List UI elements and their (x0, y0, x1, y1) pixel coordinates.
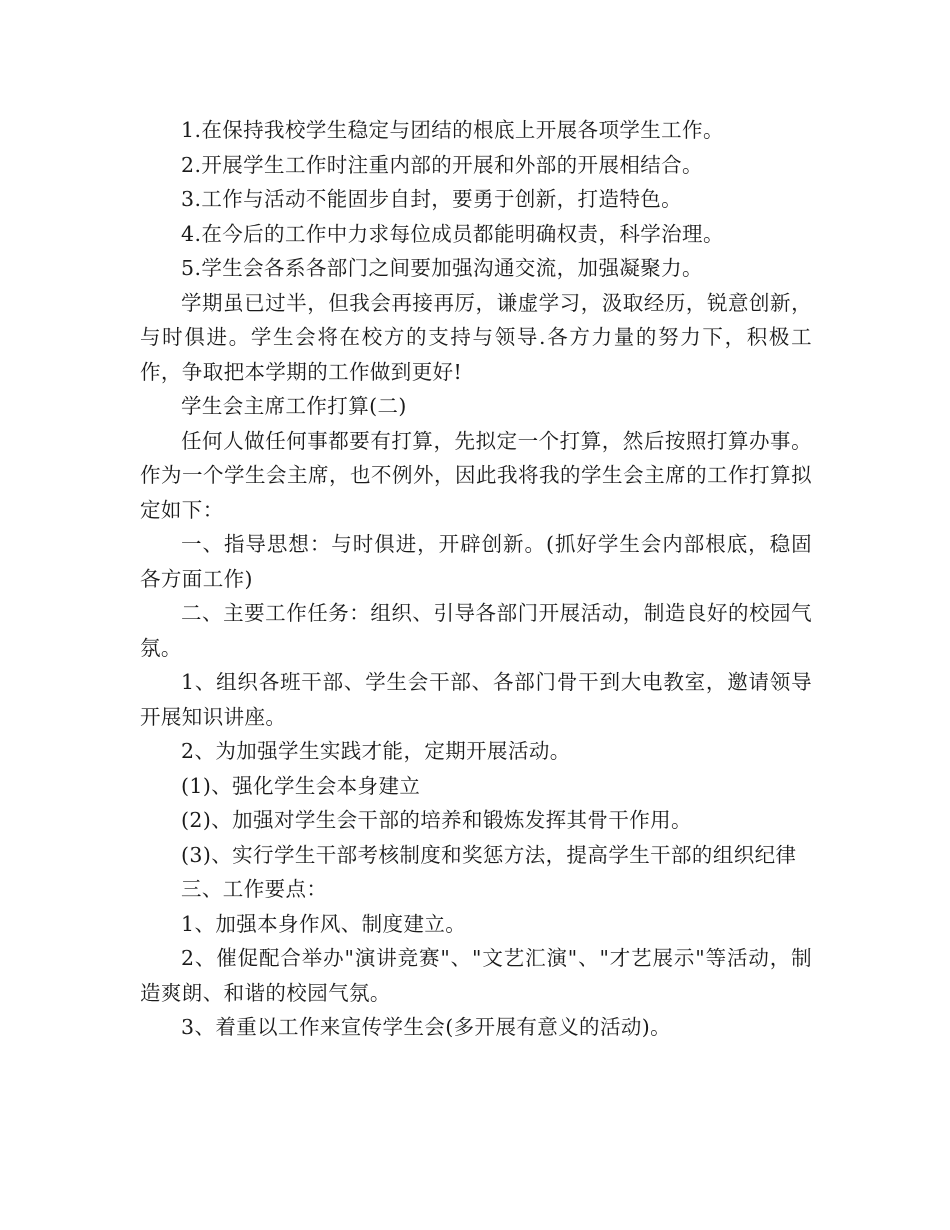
paragraph: (2)、加强对学生会干部的培养和锻炼发挥其骨干作用。 (181, 808, 692, 832)
paragraph: 5.学生会各系各部门之间要加强沟通交流，加强凝聚力。 (181, 256, 703, 280)
paragraph: 1、组织各班干部、学生会干部、各部门骨干到大电教室，邀请领导开展知识讲座。 (140, 670, 812, 729)
paragraph: 2、为加强学生实践才能，定期开展活动。 (181, 739, 571, 763)
paragraph: 4.在今后的工作中力求每位成员都能明确权责，科学治理。 (181, 221, 724, 246)
paragraph: 学期虽已过半，但我会再接再厉，谦虚学习，汲取经历，锐意创新，与时俱进。学生会将在校方的支持与领导.各方力量的努力下，积极工作，争取把本学期的工作做到更好! (140, 290, 812, 384)
paragraph: (3)、实行学生干部考核制度和奖惩方法，提高学生干部的组织纪律 (181, 842, 797, 867)
paragraph: 3、着重以工作来宣传学生会(多开展有意义的活动)。 (181, 1015, 672, 1039)
section-heading: 学生会主席工作打算(二) (181, 394, 407, 418)
paragraph: 二、主要工作任务：组织、引导各部门开展活动，制造良好的校园气氛。 (140, 601, 812, 660)
paragraph: 任何人做任何事都要有打算，先拟定一个打算，然后按照打算办事。作为一个学生会主席，也不例外，因此我将我的学生会主席的工作打算拟定如下： (140, 428, 812, 522)
paragraph: 一、指导思想：与时俱进，开辟创新。(抓好学生会内部根底，稳固各方面工作) (140, 532, 812, 591)
paragraph: (1)、强化学生会本身建立 (181, 773, 421, 798)
paragraph: 2.开展学生工作时注重内部的开展和外部的开展相结合。 (181, 152, 703, 177)
paragraph: 2、催促配合举办"演讲竞赛"、"文艺汇演"、"才艺展示"等活动，制造爽朗、和谐的校园气氛。 (140, 946, 812, 1005)
document-body (140, 113, 812, 1045)
paragraph: 1、加强本身作风、制度建立。 (181, 911, 467, 936)
paragraph: 1.在保持我校学生稳定与团结的根底上开展各项学生工作。 (181, 118, 724, 142)
paragraph: 3.工作与活动不能固步自封，要勇于创新，打造特色。 (181, 187, 683, 211)
paragraph: 三、工作要点： (181, 877, 328, 901)
